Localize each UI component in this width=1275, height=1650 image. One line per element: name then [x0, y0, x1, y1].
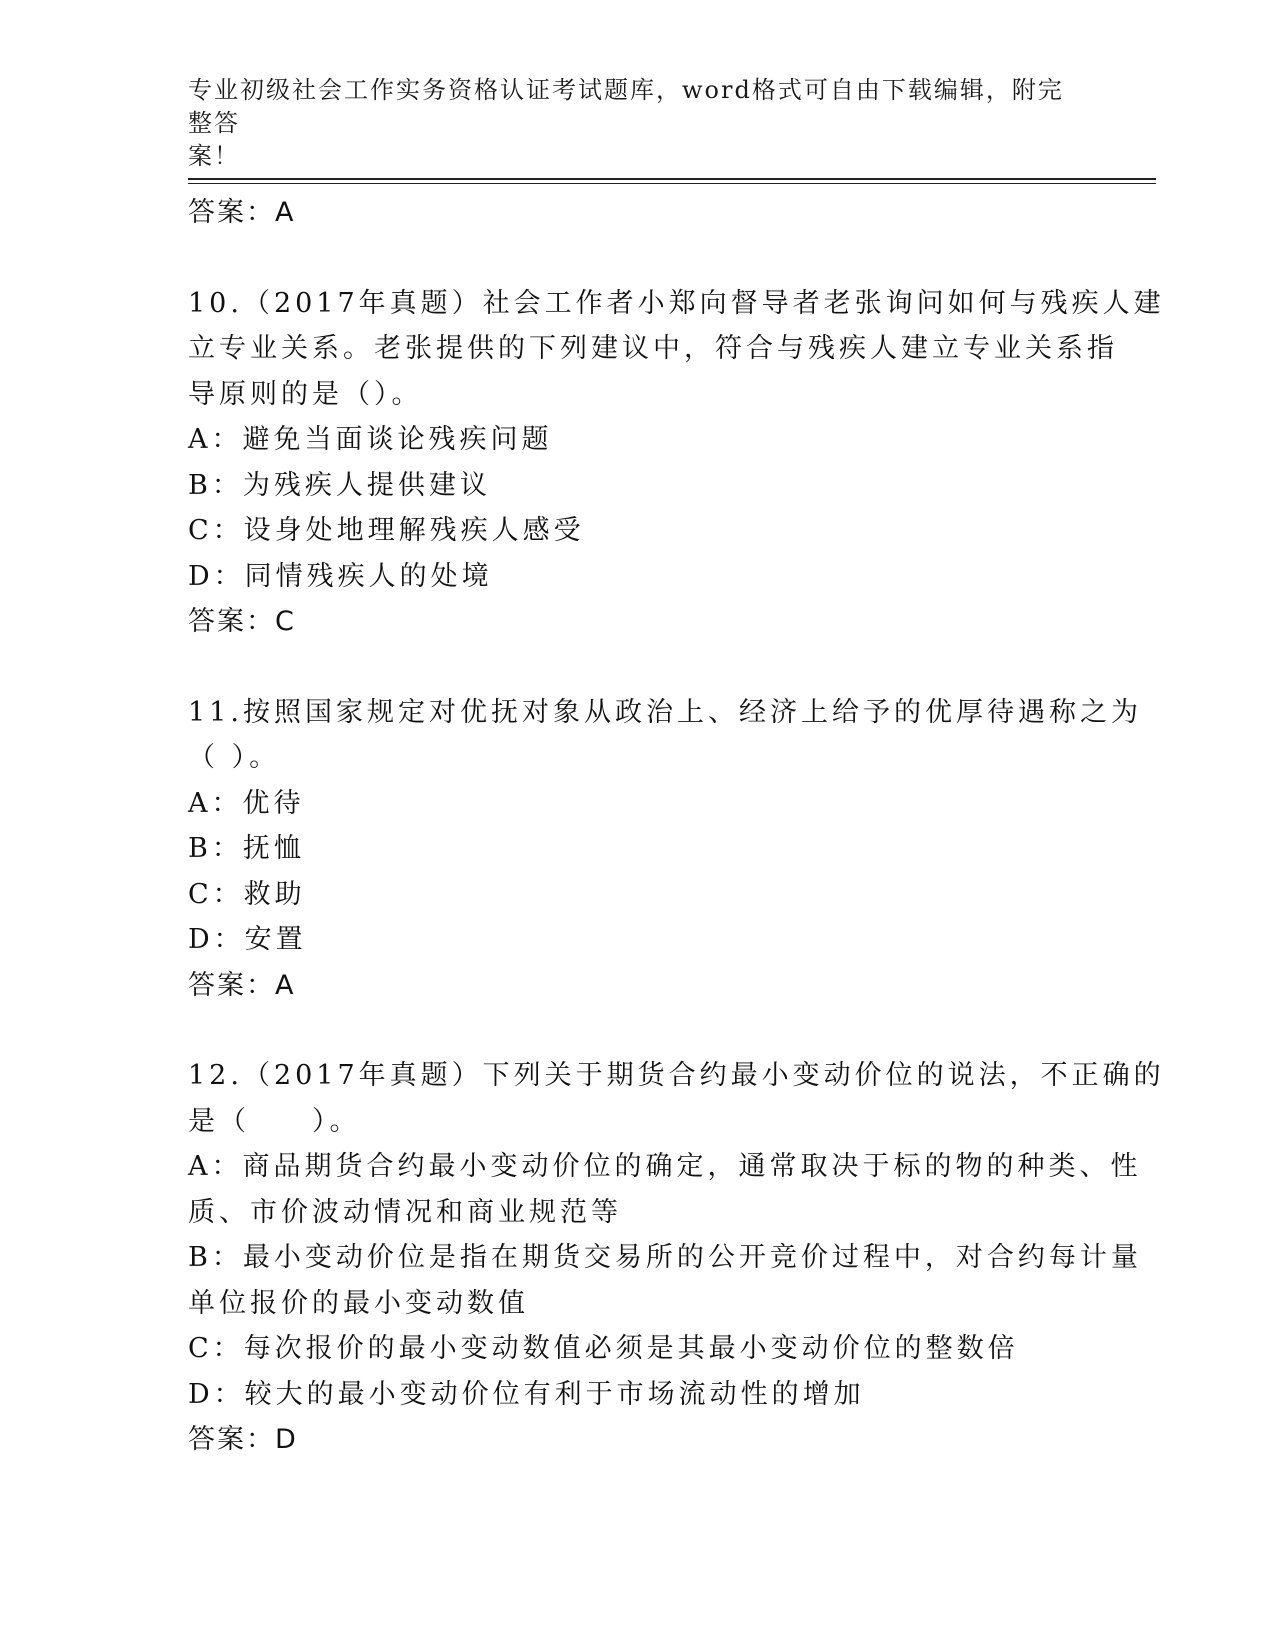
- question-item: [188, 690, 1142, 1009]
- option-a: A：优待: [188, 787, 305, 819]
- option-b: B：最小变动价位是指在期货交易所的公开竞价过程中，对合约每计量: [188, 1242, 1142, 1273]
- document-header: [188, 74, 1068, 173]
- question-stem: 12.（2017年真题）下列关于期货合约最小变动价位的说法，不正确的: [188, 1060, 1165, 1091]
- header-rule-thin: [188, 183, 1156, 184]
- header-line: 案！: [188, 142, 240, 170]
- option-c: C：每次报价的最小变动数值必须是其最小变动价位的整数倍: [188, 1333, 1019, 1364]
- header-rule: [188, 178, 1156, 180]
- question-stem: 10.（2017年真题）社会工作者小郑向督导者老张询问如何与残疾人建: [188, 287, 1165, 319]
- option-a: A：商品期货合约最小变动价位的确定，通常取决于标的物的种类、性: [188, 1151, 1142, 1182]
- option-d: D：同情残疾人的处境: [188, 560, 493, 592]
- question-item: [188, 281, 1165, 645]
- answer-line: 答案：C: [188, 606, 296, 637]
- question-item: [188, 1053, 1165, 1463]
- question-stem: 11.按照国家规定对优抚对象从政治上、经济上给予的优厚待遇称之为: [188, 696, 1142, 728]
- question-stem: 导原则的是（）。: [188, 378, 423, 410]
- question-stem: （ ）。: [188, 742, 281, 773]
- option-c: C：救助: [188, 878, 306, 910]
- option-b-continued: 单位报价的最小变动数值: [188, 1287, 529, 1319]
- option-d: D：较大的最小变动价位有利于市场流动性的增加: [188, 1378, 865, 1410]
- question-list: [188, 190, 1165, 1463]
- spacer: [188, 645, 1088, 690]
- option-c: C：设身处地理解残疾人感受: [188, 515, 585, 546]
- option-d: D：安置: [188, 924, 307, 955]
- question-stem: 是（ ）。: [188, 1105, 361, 1137]
- answer-line: 答案：A: [188, 197, 296, 228]
- answer-line: 答案：D: [188, 1424, 298, 1455]
- option-b: B：抚恤: [188, 833, 305, 864]
- question-stem: 立专业关系。老张提供的下列建议中，符合与残疾人建立专业关系指: [188, 333, 1118, 364]
- spacer: [188, 236, 1088, 281]
- spacer: [188, 1008, 1088, 1053]
- option-a: A：避免当面谈论残疾问题: [188, 424, 553, 455]
- header-line: 专业初级社会工作实务资格认证考试题库，word格式可自由下载编辑，附完整答: [188, 76, 1064, 137]
- answer-line: 答案：A: [188, 969, 296, 1001]
- option-a-continued: 质、市价波动情况和商业规范等: [188, 1196, 622, 1228]
- option-b: B：为残疾人提供建议: [188, 469, 491, 501]
